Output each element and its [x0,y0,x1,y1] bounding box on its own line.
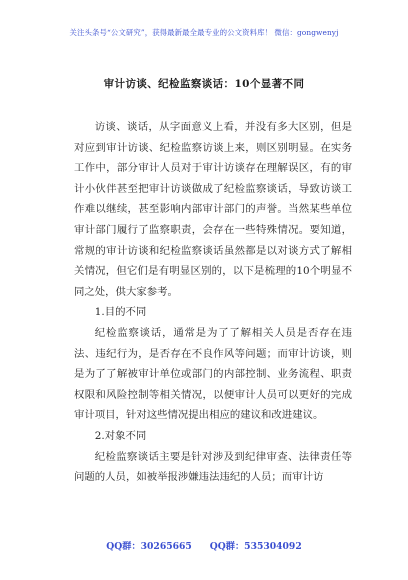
document-body [74,117,352,488]
footer-contacts [0,538,408,552]
footer-qq-group-1: QQ群：30265665 [106,541,192,552]
intro-paragraph: 访谈、谈话，从字面意义上看，并没有多大区别，但是对应到审计访谈、纪检监察访谈上来，则区别明显。在实务工作中，部分审计人员对于审计访谈存在理解误区，有的审计小伙伴甚至把审计访谈做成了纪检监察谈话，导致访谈工作难以继续，甚至影响内部审计部门的声誉。当然某些单位审计部门履行了监察职责，会存在一些特殊情况。要知道，常规的审计访谈和纪检监察谈话虽然都是以对谈方式了解相关情况，但它们是有明显区别的，以下是梳理的10个明显不同之处，供大家参考。 [74,121,352,298]
header-note: 关注头条号“公文研究”，获得最新最全最专业的公文资料库！ 微信：gongwenyj [69,28,339,37]
footer-qq-group-2: QQ群：535304092 [209,541,302,552]
target-paragraph: 纪检监察谈话主要是针对涉及到纪律审查、法律责任等问题的人员，如被举报涉嫌违法违纪的人员；而审计访 [74,450,352,484]
section-heading-target: 2.对象不同 [94,429,147,442]
purpose-paragraph: 纪检监察谈话，通常是为了了解相关人员是否存在违法、违纪行为，是否存在不良作风等问题；而审计访谈，则是为了了解被审计单位或部门的内部控制、业务流程、职责权限和风险控制等相关情况，以便审计人员可以更好的完成审计项目，针对这些情况提出相应的建议和改进建议。 [74,326,352,422]
document-title: 审计访谈、纪检监察谈话：10个显著不同 [103,78,305,90]
section-heading-purpose: 1.目的不同 [94,306,147,319]
